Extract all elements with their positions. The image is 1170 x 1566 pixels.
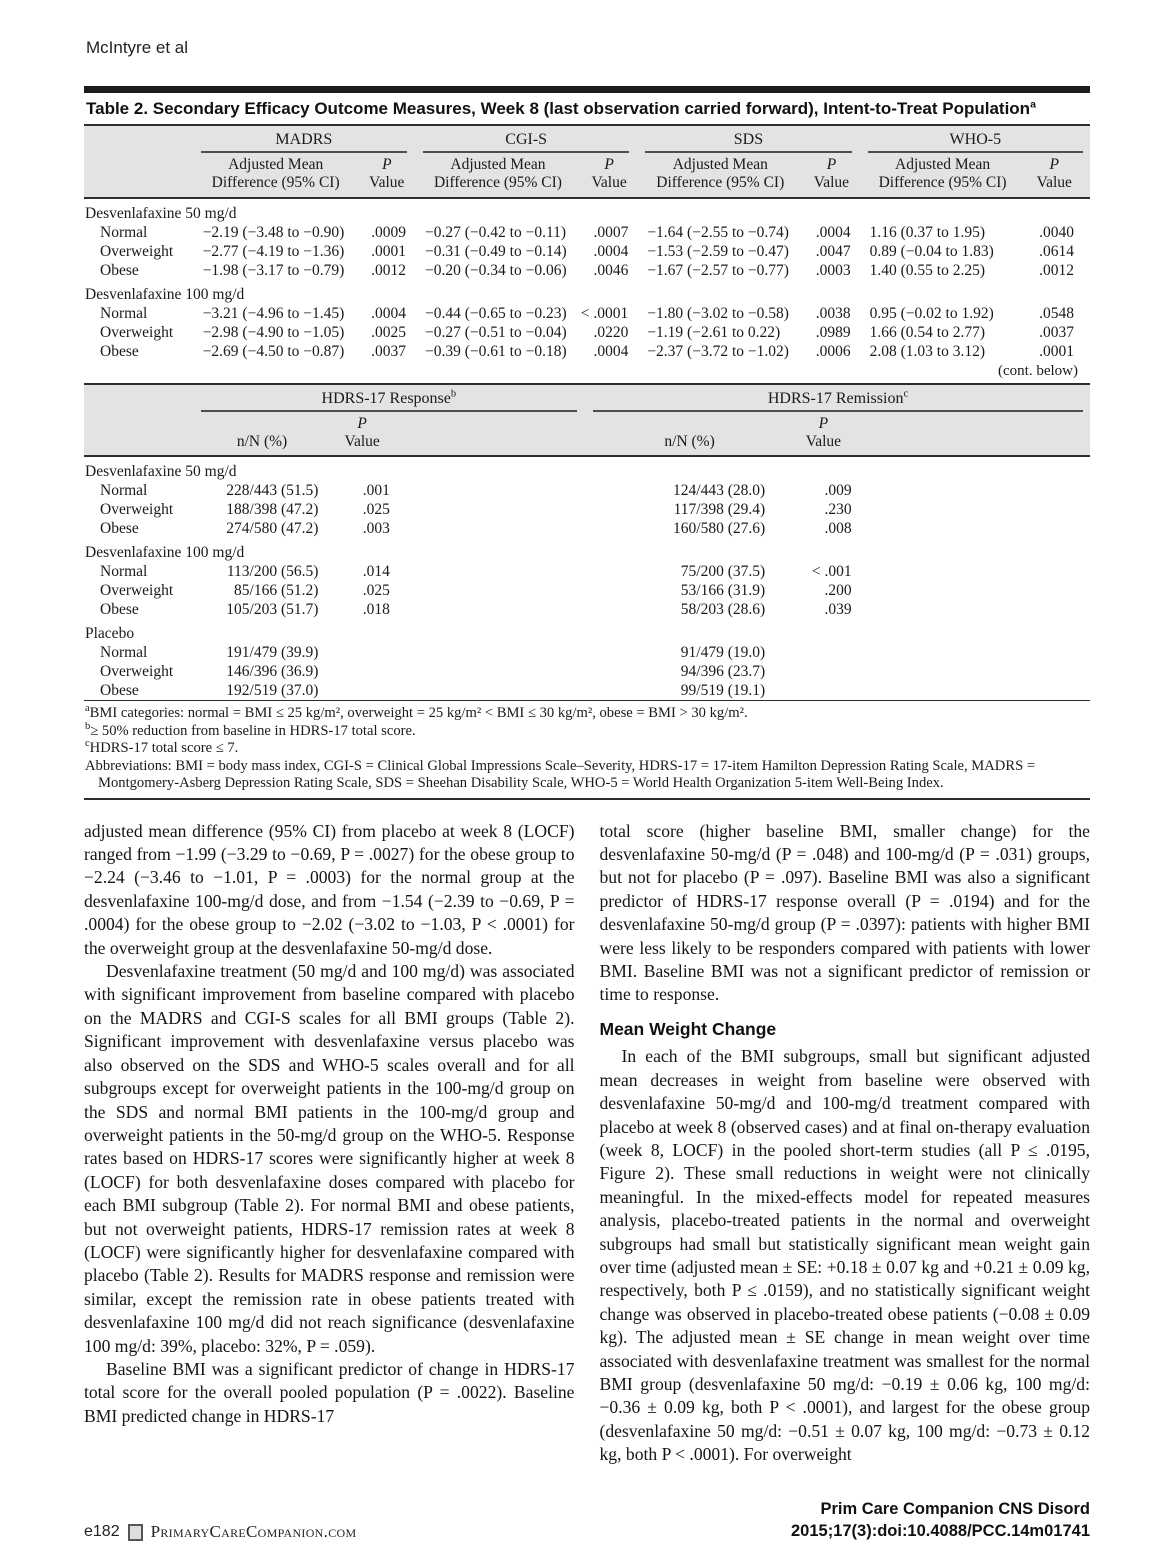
footnote-marker: b [85, 720, 91, 732]
table-cell: .014 [362, 563, 390, 581]
table-cell: .0037 [1039, 323, 1074, 341]
table-row-label: Obese [100, 342, 139, 360]
table-cell: 228/443 (51.5) [226, 482, 319, 500]
table-row-label: Overweight [100, 323, 174, 341]
continuation-note: (cont. below) [998, 362, 1078, 379]
header-stub [84, 126, 200, 154]
table-cell: 146/396 (36.9) [226, 663, 319, 681]
table-cell: 117/398 (29.4) [673, 501, 766, 519]
table-cell: −0.20 (−0.34 to −0.06) [425, 261, 567, 279]
table-cell: 1.16 (0.37 to 1.95) [869, 223, 986, 241]
table-cell: .003 [362, 520, 390, 538]
table-spacer-cell [860, 500, 1090, 519]
table-section-label: Placebo [85, 625, 135, 643]
table-cell: .0040 [1039, 223, 1074, 241]
table-cell: .0001 [1039, 342, 1074, 360]
table-cell: −1.64 (−2.55 to −0.74) [647, 223, 789, 241]
footnote-marker: c [903, 388, 909, 400]
table-row [84, 643, 1090, 662]
table-cell: .0004 [593, 342, 629, 360]
table-cell: 75/200 (37.5) [680, 563, 766, 581]
table-section-label: Desvenlafaxine 50 mg/d [85, 463, 237, 481]
group-header-sds [644, 126, 866, 154]
table-cell: .001 [362, 482, 390, 500]
table-cell: .0548 [1039, 304, 1074, 322]
footnote-abbreviations: Abbreviations: BMI = body mass index, CGI-S = Clinical Global Impressions Scale–Severity, HDRS-17 = 17-item Hamilton Depression Rating Scale, MADRS = Montgomery-Asberg Depression Rating Scale, SDS = Sheehan Disability Scale, WHO-5 = World Health Organization 5-item Well-Being Index. [85, 757, 1036, 792]
table-cell: .0025 [371, 323, 406, 341]
table-cell: .0009 [371, 223, 406, 241]
body-column-left [84, 820, 575, 1467]
table-row [84, 600, 1090, 619]
table-part1-header [84, 126, 1090, 198]
table-section-label: Desvenlafaxine 100 mg/d [85, 544, 245, 562]
table-row-label: Normal [100, 223, 148, 241]
table-spacer-cell [400, 519, 592, 538]
table-cell: −2.77 (−4.19 to −1.36) [202, 242, 345, 260]
table-cell: 1.66 (0.54 to 2.77) [869, 323, 986, 341]
table-cell: .0001 [371, 242, 406, 260]
column-header-row [84, 413, 1090, 457]
table-spacer-cell [860, 662, 1090, 681]
table-row-label: Overweight [100, 501, 174, 519]
table-cell: 188/398 (47.2) [226, 501, 319, 519]
col-header-pvalue: P Value [1019, 154, 1090, 198]
group-header-remission [592, 384, 1090, 413]
col-header-diff: Adjusted Mean Difference (95% CI) [422, 154, 574, 198]
col-header-pvalue: P Value [787, 413, 859, 457]
page-number: e182 [84, 1523, 120, 1540]
table-cell: −2.19 (−3.48 to −0.90) [202, 223, 345, 241]
group-header-row [84, 126, 1090, 154]
table-spacer-cell [400, 500, 592, 519]
col-header-pvalue: P Value [324, 413, 399, 457]
table-cell: 58/203 (28.6) [680, 601, 766, 619]
table-cell: .0006 [815, 342, 851, 360]
table-cell: 99/519 (19.1) [680, 682, 766, 700]
table-cell: −1.53 (−2.59 to −0.47) [647, 242, 789, 260]
table-row [84, 662, 1090, 681]
table-spacer-cell [860, 562, 1090, 581]
journal-citation-line1: Prim Care Companion CNS Disord [820, 1500, 1090, 1519]
table-cell [787, 662, 859, 681]
page-footer [84, 1499, 1090, 1542]
footnote-marker: c [85, 738, 90, 750]
table-cell: −0.31 (−0.49 to −0.14) [425, 242, 567, 260]
table-cell: 191/479 (39.9) [226, 644, 319, 662]
table-row-label: Obese [100, 601, 139, 619]
table-spacer-cell [400, 600, 592, 619]
table-cell: .0989 [815, 323, 851, 341]
body-column-right [600, 820, 1091, 1467]
table-cell: −1.80 (−3.02 to −0.58) [647, 304, 789, 322]
table-cell: .0220 [593, 323, 629, 341]
table-spacer-cell [860, 581, 1090, 600]
header-spacer [400, 413, 592, 457]
table-section-row [84, 538, 1090, 562]
table-cell: .0037 [371, 342, 406, 360]
col-header-pvalue: P Value [574, 154, 644, 198]
table-cell: 1.40 (0.55 to 2.25) [869, 261, 986, 279]
table-section-row [84, 619, 1090, 643]
header-stub [84, 154, 200, 198]
table-spacer-cell [400, 643, 592, 662]
table-cell: 2.08 (1.03 to 3.12) [869, 342, 986, 360]
footer-left [84, 1522, 356, 1542]
table-cell: .0047 [815, 242, 851, 260]
table-spacer-cell [860, 643, 1090, 662]
table-section-row [84, 280, 1090, 304]
table-spacer-cell [400, 562, 592, 581]
group-label: MADRS [201, 127, 407, 153]
table-cell: −0.27 (−0.51 to −0.04) [425, 323, 567, 341]
col-header-nn: n/N (%) [592, 413, 787, 457]
paragraph: Baseline BMI was a significant predictor of change in HDRS-17 total score for the overall pooled population (P = .0022). Baseline BMI predicted change in HDRS-17 [84, 1358, 575, 1426]
table-footnotes [84, 700, 1090, 800]
table-cell: 105/203 (51.7) [226, 601, 319, 619]
table-title-superscript: a [1030, 98, 1036, 111]
table-title-text: Table 2. Secondary Efficacy Outcome Measures, Week 8 (last observation carried forward), Intent-to-Treat Population [86, 99, 1031, 118]
table-row-label: Overweight [100, 242, 174, 260]
table-cell: .0038 [815, 304, 851, 322]
table-cell: 124/443 (28.0) [673, 482, 766, 500]
table-spacer-cell [860, 519, 1090, 538]
paragraph: In each of the BMI subgroups, small but significant adjusted mean decreases in weight from baseline were observed with desvenlafaxine 50-mg/d and 100-mg/d treatment compared with placebo at week 8 (observed cases) and at final on-therapy evaluation (week 8, LOCF) in the pooled short-term studies (all P ≤ .0195, Figure 2). These small reductions in weight were not clinically meaningful. In the mixed-effects model for repeated measures analysis, placebo-treated patients in the normal and overweight subgroups had small but statistically significant mean weight gain over time (adjusted mean ± SE: +0.18 ± 0.07 kg and +0.21 ± 0.09 kg, respectively, both P ≤ .0159), and no statistically significant weight change was observed in placebo-treated obese patients (−0.08 ± 0.09 kg). The adjusted mean ± SE change in mean weight over time associated with desvenlafaxine treatment was smallest for the normal BMI group (desvenlafaxine 50 mg/d: −0.19 ± 0.06 kg, 100 mg/d: −0.36 ± 0.09 kg, both P < .0001), and largest for the obese group (desvenlafaxine 50 mg/d: −0.51 ± 0.07 kg, 100 mg/d: −0.73 ± 0.12 kg, both P < .0001). For overweight [599, 1046, 1090, 1465]
col-header-pvalue: P Value [796, 154, 866, 198]
table-row-label: Overweight [100, 663, 174, 681]
table-part2-header [84, 384, 1090, 457]
col-header-diff: Adjusted Mean Difference (95% CI) [644, 154, 796, 198]
table-section-row [84, 198, 1090, 223]
table-row [84, 681, 1090, 700]
table-cell: .0614 [1039, 242, 1074, 260]
table-cell [787, 643, 859, 662]
table-row-label: Normal [100, 563, 148, 581]
table-cell: −2.69 (−4.50 to −0.87) [202, 342, 345, 360]
table-cell: .0012 [371, 261, 406, 279]
table-cell: 0.89 (−0.04 to 1.83) [869, 242, 994, 260]
table-cell: .0007 [593, 223, 629, 241]
table-cell: .0004 [593, 242, 629, 260]
journal-site: PrimaryCareCompanion.com [150, 1522, 357, 1541]
table-spacer-cell [860, 600, 1090, 619]
group-header-who5 [867, 126, 1090, 154]
table-cell: −1.98 (−3.17 to −0.79) [202, 261, 345, 279]
table-section-row [84, 456, 1090, 481]
header-stub [84, 384, 200, 413]
table-cell: 85/166 (51.2) [234, 582, 319, 600]
group-header-cgis [422, 126, 644, 154]
body-text-columns [84, 820, 1090, 1467]
table-cell: < .001 [811, 563, 852, 581]
footnote-c: $^c$HDRS-17 total score ≤ 7. [85, 738, 239, 757]
table-cell [324, 662, 399, 681]
table-row [84, 342, 1090, 361]
table-row-label: Normal [100, 644, 148, 662]
table-spacer-cell [860, 681, 1090, 700]
table-cell: .200 [824, 582, 852, 600]
table-row [84, 519, 1090, 538]
table-row-label: Normal [100, 482, 148, 500]
table-cell: .0003 [815, 261, 851, 279]
header-spacer [860, 413, 1090, 457]
table-spacer-cell [400, 681, 592, 700]
table-spacer-cell [860, 481, 1090, 500]
paragraph: total score (higher baseline BMI, smaller change) for the desvenlafaxine 50-mg/d (P = .048) and 100-mg/d (P = .031) groups, but not for placebo (P = .097). Baseline BMI was also a significant predictor of HDRS-17 response overall (P = .0194) and for the desvenlafaxine 50-mg/d group (P = .0397): patients with higher BMI were less likely to be responders compared with patients with lower BMI. Baseline BMI was not a significant predictor of remission or time to response. [599, 820, 1090, 1005]
table-cell: 113/200 (56.5) [226, 563, 319, 581]
table-cell: −3.21 (−4.96 to −1.45) [202, 304, 345, 322]
top-rule [84, 86, 1090, 93]
running-head: McIntyre et al [86, 38, 189, 57]
table-row [84, 242, 1090, 261]
table-row-label: Normal [100, 304, 148, 322]
table-cell: .0012 [1039, 261, 1074, 279]
table-row [84, 562, 1090, 581]
table-2-part-1 [84, 126, 1090, 361]
table-cell: −0.27 (−0.42 to −0.11) [425, 223, 567, 241]
table-cell: −2.98 (−4.90 to −1.05) [202, 323, 345, 341]
table-section-label: Desvenlafaxine 50 mg/d [85, 204, 237, 222]
table-section-label: Desvenlafaxine 100 mg/d [85, 285, 245, 303]
table-row [84, 261, 1090, 280]
table-cell: 192/519 (37.0) [226, 682, 319, 700]
table-cell: .009 [824, 482, 852, 500]
group-label: HDRS-17 Remission$^c$ [593, 386, 1083, 412]
table-cell: .230 [824, 501, 852, 519]
table-cell: < .0001 [580, 304, 629, 322]
table-cell: .025 [362, 582, 390, 600]
table-row [84, 500, 1090, 519]
paragraph: adjusted mean difference (95% CI) from placebo at week 8 (LOCF) ranged from −1.99 (−3.29 to −0.69, P = .0027) for the obese group to −2.24 (−3.46 to −1.01, P = .0003) for the normal group at the desvenlafaxine 100-mg/d dose, and from −1.54 (−2.39 to −0.69, P = .0004) for the obese group to −2.02 (−3.02 to −1.03, P < .0001) for the overweight group at the desvenlafaxine 50-mg/d dose. [84, 820, 575, 958]
table-row [84, 323, 1090, 342]
footnote-b: $^b$≥ 50% reduction from baseline in HDRS-17 total score. [85, 720, 416, 739]
table-row-label: Obese [100, 682, 139, 700]
col-header-pvalue: P Value [352, 154, 422, 198]
table-cell: 160/580 (27.6) [673, 520, 766, 538]
table-row [84, 581, 1090, 600]
group-label: WHO-5 [868, 127, 1083, 153]
table-spacer-cell [400, 481, 592, 500]
table-cell: 91/479 (19.0) [680, 644, 766, 662]
journal-logo-icon [128, 1524, 143, 1541]
col-header-diff: Adjusted Mean Difference (95% CI) [200, 154, 352, 198]
table-title [84, 93, 1090, 126]
table-row-label: Overweight [100, 582, 174, 600]
group-label: HDRS-17 Response$^b$ [201, 386, 577, 412]
footnote-marker: a [85, 703, 90, 715]
table-row-label: Obese [100, 520, 139, 538]
journal-citation-line2: 2015;17(3):doi:10.4088/PCC.14m01741 [790, 1521, 1090, 1540]
footer-right [791, 1499, 1090, 1542]
group-header-madrs [200, 126, 422, 154]
table-spacer-cell [400, 662, 592, 681]
table-cell [787, 681, 859, 700]
table-cell: 274/580 (47.2) [226, 520, 319, 538]
col-header-nn: n/N (%) [200, 413, 325, 457]
section-heading: Mean Weight Change [599, 1018, 777, 1039]
table-cell: 94/396 (23.7) [680, 663, 766, 681]
table-cell [324, 643, 399, 662]
table-cell: .018 [362, 601, 390, 619]
column-header-row [84, 154, 1090, 198]
table-cell: .025 [362, 501, 390, 519]
table-cell: .008 [824, 520, 852, 538]
table-cell: −1.19 (−2.61 to 0.22) [647, 323, 781, 341]
group-header-response [200, 384, 592, 413]
table-cell: 53/166 (31.9) [680, 582, 766, 600]
header-stub [84, 413, 200, 457]
table-cell: 0.95 (−0.02 to 1.92) [869, 304, 994, 322]
footnote-a: $^a$BMI categories: normal = BMI ≤ 25 kg/m², overweight = 25 kg/m² < BMI ≤ 30 kg/m², obese = BMI > 30 kg/m². [85, 703, 748, 722]
table-cell: .0004 [815, 223, 851, 241]
table-row [84, 223, 1090, 242]
table-cell: .0004 [371, 304, 406, 322]
table-cell: .039 [824, 601, 852, 619]
footnote-marker: b [450, 388, 457, 400]
table-cell: −1.67 (−2.57 to −0.77) [647, 261, 789, 279]
table-2-part-2 [84, 383, 1090, 701]
group-label: SDS [645, 127, 851, 153]
table-cell: −2.37 (−3.72 to −1.02) [647, 342, 789, 360]
group-label: CGI-S [423, 127, 629, 153]
table-cell: −0.39 (−0.61 to −0.18) [425, 342, 567, 360]
group-header-row [84, 384, 1090, 413]
table-row-label: Obese [100, 261, 139, 279]
paragraph: Desvenlafaxine treatment (50 mg/d and 100 mg/d) was associated with significant improvement from baseline compared with placebo on the MADRS and CGI-S scales for all BMI groups (Table 2). Significant improvement with desvenlafaxine versus placebo was also observed on the SDS and WHO-5 scales overall and for all subgroups except for overweight patients in the 100-mg/d group on the SDS and normal BMI patients in the 100-mg/d group and overweight patients in the 50-mg/d group on the WHO-5. Response rates based on HDRS-17 scores were significantly higher at week 8 (LOCF) for both desvenlafaxine doses compared with placebo for each BMI subgroup (Table 2). For normal BMI and obese patients, but not overweight patients, HDRS-17 remission rates at week 8 (LOCF) were significantly higher for desvenlafaxine compared with placebo (Table 2). Results for MADRS response and remission were similar, except the remission rate in obese patients treated with desvenlafaxine 100 mg/d did not reach significance (desvenlafaxine 100 mg/d: 39%, placebo: 32%, P = .059). [84, 961, 575, 1356]
table-cell [324, 681, 399, 700]
col-header-diff: Adjusted Mean Difference (95% CI) [867, 154, 1019, 198]
table-row [84, 304, 1090, 323]
table-spacer-cell [400, 581, 592, 600]
table-cell: −0.44 (−0.65 to −0.23) [425, 304, 567, 322]
table-row [84, 481, 1090, 500]
table-cell: .0046 [593, 261, 629, 279]
